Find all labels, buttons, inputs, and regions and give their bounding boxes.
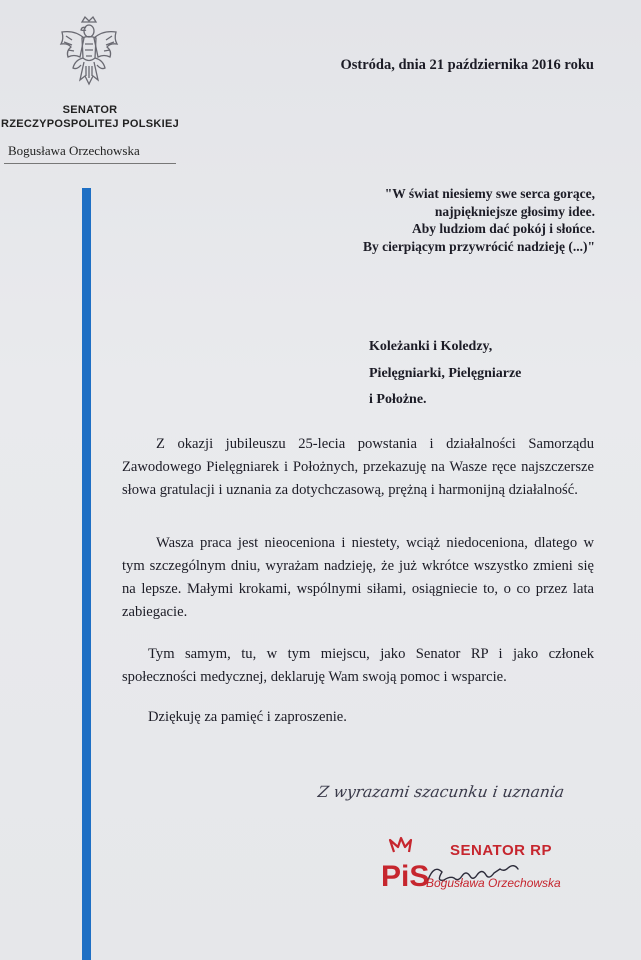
quote-line: najpiękniejsze głosimy idee.: [434, 203, 595, 219]
salutation-line: Koleżanki i Koledzy,: [369, 339, 493, 354]
office-title-line1: SENATOR: [62, 104, 118, 116]
header-divider: [4, 163, 176, 164]
quote-line: Aby ludziom dać pokój i słońce.: [411, 221, 595, 236]
pis-party-logo-icon: [380, 836, 430, 894]
date-line: Ostróda, dnia 21 października 2016 roku: [340, 57, 594, 73]
senator-name: Bogusława Orzechowska: [8, 143, 140, 158]
body-paragraph: Wasza praca jest nieoceniona i niestety, wciąż niedoceniona, dlatego w tym szczególnym dniu, wyrażam nadzieję, że już wkrótce wszystko zmieni się na lepsze. Małymi krokami, wspólnymi siłami, osiągniecie to, o co przez lata zabiegacie.: [122, 535, 594, 620]
stamp-name: Bogusława Orzechowska: [426, 876, 561, 890]
epigraph-quote: [363, 185, 595, 255]
office-title-line2: RZECZYPOSPOLITEJ POLSKIEJ: [0, 118, 180, 130]
quote-line: "W świat niesiemy swe serca gorące,: [384, 186, 595, 201]
salutation-line: i Położne.: [369, 392, 427, 407]
body-paragraph: Z okazji jubileuszu 25-lecia powstania i działalności Samorządu Zawodowego Pielęgniarek i Położnych, przekazuję na Wasze ręce najszczersze słowa gratulacji i uznania za dotychczasową, prężną i harmonijną działalność.: [122, 436, 594, 498]
salutation-line: Pielęgniarki, Pielęgniarze: [369, 366, 522, 381]
stamp-title: SENATOR RP: [450, 842, 552, 859]
body-paragraph: Tym samym, tu, w tym miejscu, jako Senator RP i jako członek społeczności medycznej, deklaruję Wam swoją pomoc i wsparcie.: [122, 646, 594, 685]
body-paragraph: Dziękuję za pamięć i zaproszenie.: [148, 709, 347, 725]
accent-bar: [82, 188, 91, 960]
closing-phrase: Z wyrazami szacunku i uznania: [316, 783, 566, 801]
svg-text:PiS: PiS: [381, 860, 430, 893]
quote-line: By cierpiącym przywrócić nadzieję (...)": [362, 238, 595, 254]
polish-eagle-icon: [58, 14, 120, 86]
